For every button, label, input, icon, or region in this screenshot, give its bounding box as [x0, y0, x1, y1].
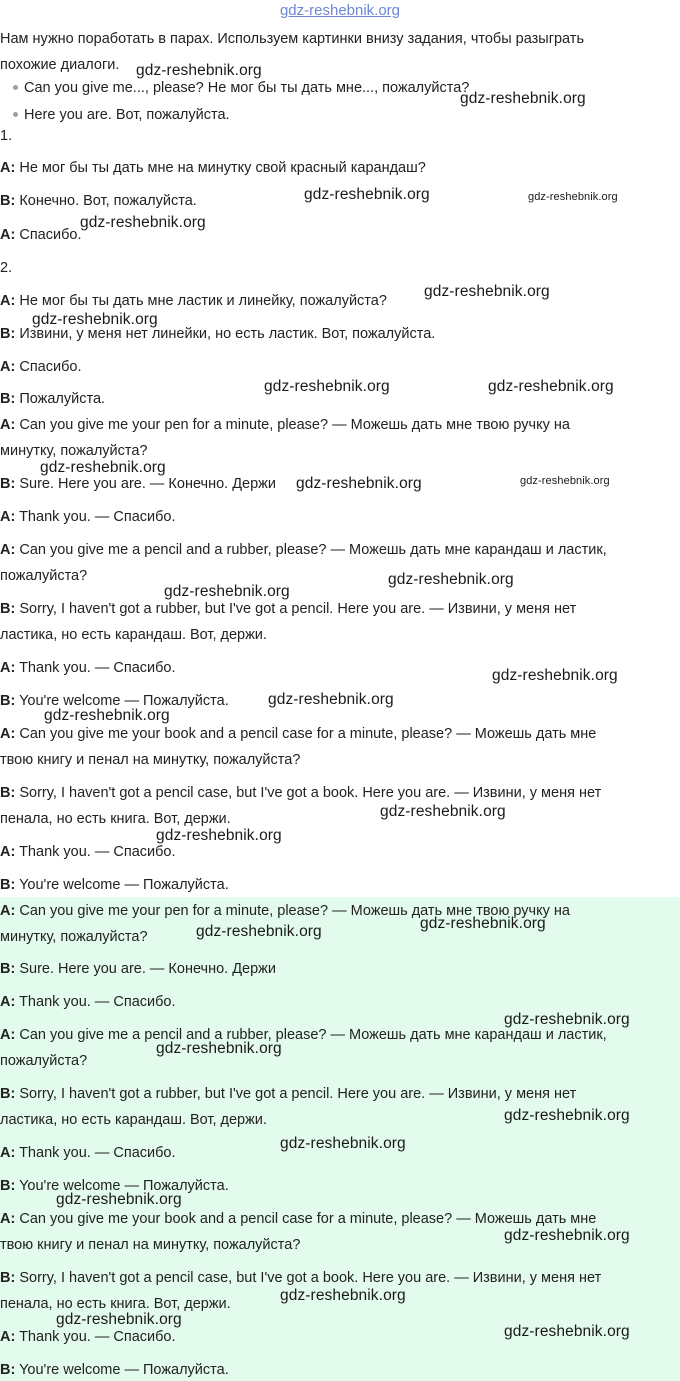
watermark-text: gdz-reshebnik.org	[488, 378, 614, 395]
dialog-line	[0, 1269, 601, 1287]
dialog-line	[0, 1144, 176, 1162]
watermark-text: gdz-reshebnik.org	[520, 475, 610, 487]
watermark-text: gdz-reshebnik.org	[424, 283, 550, 300]
watermark-text: gdz-reshebnik.org	[136, 62, 262, 79]
speaker-label: B:	[0, 476, 16, 492]
dialog-text: Thank you. — Спасибо.	[15, 1329, 176, 1345]
dialog-text: Sure. Here you are. — Конечно. Держи	[15, 476, 276, 492]
bullet-item: Here you are. Вот, пожалуйста.	[24, 107, 230, 123]
speaker-label: A:	[0, 542, 16, 558]
watermark-text: gdz-reshebnik.org	[504, 1011, 630, 1028]
speaker-label: A:	[0, 660, 16, 676]
dialog-number: 1.	[0, 128, 13, 144]
dialog-text: Thank you. — Спасибо.	[15, 660, 176, 676]
dialog-line	[0, 475, 276, 493]
speaker-label: B:	[0, 391, 16, 407]
bullet-dot	[13, 112, 18, 117]
dialog-line	[0, 1210, 596, 1228]
dialog-text: Sorry, I haven't got a rubber, but I've got a pencil. Here you are. — Извини, у меня нет	[15, 601, 577, 617]
intro-line-1: Нам нужно поработать в парах. Используем картинки внизу задания, чтобы разыграть	[0, 31, 585, 47]
dialog-text: Can you give me your pen for a minute, please? — Можешь дать мне твою ручку на	[15, 903, 570, 919]
watermark-text: gdz-reshebnik.org	[304, 186, 430, 203]
watermark-text: gdz-reshebnik.org	[80, 214, 206, 231]
watermark-text: gdz-reshebnik.org	[156, 1040, 282, 1057]
dialog-text: Thank you. — Спасибо.	[15, 509, 176, 525]
bullet-item: Can you give me..., please? Не мог бы ты дать мне..., пожалуйста?	[24, 80, 470, 96]
watermark-text: gdz-reshebnik.org	[504, 1323, 630, 1340]
speaker-label: A:	[0, 844, 16, 860]
dialog-line	[0, 442, 148, 460]
dialog-line	[0, 1111, 267, 1129]
dialog-text: Конечно. Вот, пожалуйста.	[15, 193, 197, 209]
speaker-label: A:	[0, 1145, 16, 1161]
watermark-text: gdz-reshebnik.org	[40, 459, 166, 476]
bullet-dot	[13, 85, 18, 90]
dialog-line	[0, 626, 267, 644]
watermark-text: gdz-reshebnik.org	[420, 915, 546, 932]
speaker-label: A:	[0, 509, 16, 525]
speaker-label: B:	[0, 961, 16, 977]
dialog-text: ластика, но есть карандаш. Вот, держи.	[0, 1112, 267, 1128]
dialog-line	[0, 725, 596, 743]
dialog-text: Sorry, I haven't got a rubber, but I've got a pencil. Here you are. — Извини, у меня нет	[15, 1086, 577, 1102]
watermark-text: gdz-reshebnik.org	[156, 827, 282, 844]
dialog-text: Thank you. — Спасибо.	[15, 1145, 176, 1161]
dialog-line	[0, 567, 87, 585]
dialog-text: ластика, но есть карандаш. Вот, держи.	[0, 627, 267, 643]
dialog-text: пенала, но есть книга. Вот, держи.	[0, 1296, 231, 1312]
watermark-text: gdz-reshebnik.org	[44, 707, 170, 724]
dialog-text: Thank you. — Спасибо.	[15, 844, 176, 860]
speaker-label: A:	[0, 359, 16, 375]
watermark-text: gdz-reshebnik.org	[196, 923, 322, 940]
watermark-text: gdz-reshebnik.org	[492, 667, 618, 684]
dialog-line	[0, 1085, 576, 1103]
speaker-label: A:	[0, 417, 16, 433]
dialog-text: Sure. Here you are. — Конечно. Держи	[15, 961, 276, 977]
watermark-text: gdz-reshebnik.org	[296, 475, 422, 492]
speaker-label: B:	[0, 601, 16, 617]
dialog-line	[0, 751, 300, 769]
watermark-text: gdz-reshebnik.org	[56, 1311, 182, 1328]
dialog-text: Sorry, I haven't got a pencil case, but I've got a book. Here you are. — Извини, у меня нет	[15, 785, 602, 801]
watermark-text: gdz-reshebnik.org	[164, 583, 290, 600]
dialog-text: Спасибо.	[15, 227, 82, 243]
speaker-label: A:	[0, 903, 16, 919]
speaker-label: A:	[0, 293, 16, 309]
dialog-line	[0, 993, 176, 1011]
dialog-text: Не мог бы ты дать мне ластик и линейку, пожалуйста?	[15, 293, 387, 309]
speaker-label: B:	[0, 693, 16, 709]
dialog-line	[0, 784, 601, 802]
dialog-text: пенала, но есть книга. Вот, держи.	[0, 811, 231, 827]
dialog-text: пожалуйста?	[0, 1053, 88, 1069]
speaker-label: A:	[0, 160, 16, 176]
dialog-line	[0, 600, 576, 618]
dialog-line	[0, 192, 197, 210]
speaker-label: B:	[0, 1270, 16, 1286]
watermark-text: gdz-reshebnik.org	[460, 90, 586, 107]
dialog-text: Thank you. — Спасибо.	[15, 994, 176, 1010]
dialog-line	[0, 226, 81, 244]
dialog-line	[0, 159, 426, 177]
watermark-text: gdz-reshebnik.org	[280, 1287, 406, 1304]
dialog-text: минутку, пожалуйста?	[0, 443, 148, 459]
dialog-line	[0, 416, 570, 434]
dialog-line	[0, 358, 81, 376]
speaker-label: A:	[0, 1329, 16, 1345]
dialog-text: You're welcome — Пожалуйста.	[15, 1362, 229, 1378]
speaker-label: A:	[0, 994, 16, 1010]
speaker-label: B:	[0, 193, 16, 209]
watermark-text: gdz-reshebnik.org	[32, 311, 158, 328]
dialog-text: Sorry, I haven't got a pencil case, but I've got a book. Here you are. — Извини, у меня нет	[15, 1270, 602, 1286]
dialog-line	[0, 390, 105, 408]
dialog-line	[0, 960, 276, 978]
dialog-line	[0, 876, 229, 894]
speaker-label: B:	[0, 326, 16, 342]
dialog-text: Спасибо.	[15, 359, 82, 375]
intro-line-2: похожие диалоги.	[0, 57, 120, 73]
dialog-text: Пожалуйста.	[15, 391, 106, 407]
watermark-text: gdz-reshebnik.org	[388, 571, 514, 588]
dialog-line	[0, 659, 176, 677]
speaker-label: B:	[0, 1178, 16, 1194]
speaker-label: A:	[0, 1027, 16, 1043]
speaker-label: B:	[0, 1086, 16, 1102]
dialog-text: минутку, пожалуйста?	[0, 929, 148, 945]
dialog-text: Can you give me your book and a pencil case for a minute, please? — Можешь дать мне	[15, 726, 597, 742]
watermark-text: gdz-reshebnik.org	[504, 1107, 630, 1124]
watermark-text: gdz-reshebnik.org	[528, 191, 618, 203]
dialog-text: You're welcome — Пожалуйста.	[15, 1178, 229, 1194]
dialog-text: Извини, у меня нет линейки, но есть ластик. Вот, пожалуйста.	[15, 326, 436, 342]
dialog-text: Can you give me your pen for a minute, please? — Можешь дать мне твою ручку на	[15, 417, 570, 433]
dialog-line	[0, 508, 176, 526]
dialog-line	[0, 928, 148, 946]
dialog-line	[0, 1361, 229, 1379]
dialog-text: Не мог бы ты дать мне на минутку свой красный карандаш?	[15, 160, 426, 176]
dialog-line	[0, 1052, 87, 1070]
dialog-line	[0, 292, 387, 310]
watermark-text: gdz-reshebnik.org	[268, 691, 394, 708]
dialog-text: твою книгу и пенал на минутку, пожалуйста?	[0, 1237, 301, 1253]
dialog-line	[0, 541, 607, 559]
speaker-label: B:	[0, 1362, 16, 1378]
dialog-text: твою книгу и пенал на минутку, пожалуйста?	[0, 752, 301, 768]
dialog-text: Can you give me your book and a pencil case for a minute, please? — Можешь дать мне	[15, 1211, 597, 1227]
dialog-text: You're welcome — Пожалуйста.	[15, 693, 229, 709]
dialog-text: пожалуйста?	[0, 568, 88, 584]
watermark-text: gdz-reshebnik.org	[56, 1191, 182, 1208]
dialog-text: Can you give me a pencil and a rubber, please? — Можешь дать мне карандаш и ластик,	[15, 1027, 607, 1043]
dialog-line	[0, 810, 231, 828]
speaker-label: B:	[0, 877, 16, 893]
dialog-line	[0, 843, 176, 861]
watermark-text: gdz-reshebnik.org	[280, 1135, 406, 1152]
speaker-label: A:	[0, 1211, 16, 1227]
watermark-text: gdz-reshebnik.org	[504, 1227, 630, 1244]
site-header-link[interactable]: gdz-reshebnik.org	[279, 2, 401, 19]
dialog-number: 2.	[0, 260, 13, 276]
speaker-label: A:	[0, 726, 16, 742]
speaker-label: A:	[0, 227, 16, 243]
watermark-text: gdz-reshebnik.org	[264, 378, 390, 395]
dialog-line	[0, 1328, 176, 1346]
dialog-line	[0, 1236, 300, 1254]
speaker-label: B:	[0, 785, 16, 801]
dialog-text: You're welcome — Пожалуйста.	[15, 877, 229, 893]
dialog-text: Can you give me a pencil and a rubber, please? — Можешь дать мне карандаш и ластик,	[15, 542, 607, 558]
watermark-text: gdz-reshebnik.org	[380, 803, 506, 820]
